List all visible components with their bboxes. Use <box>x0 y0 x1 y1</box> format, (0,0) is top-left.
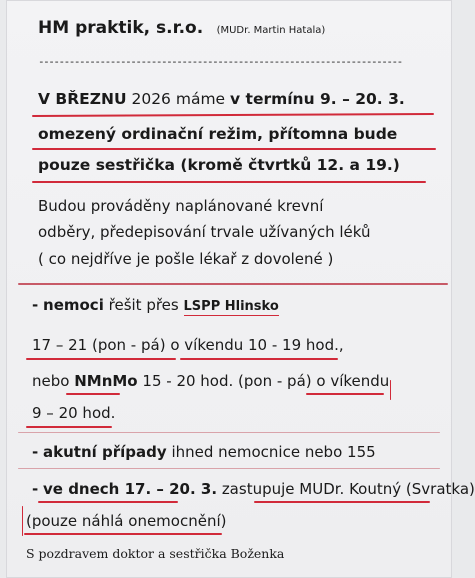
hours-nmnmo: 15 - 20 hod. (pon - pá) o <box>142 372 326 390</box>
underline-hours-1b <box>180 358 338 360</box>
divider-line <box>18 283 448 285</box>
substitute-doctor: MUDr. Koutný (Svratka) <box>299 480 475 498</box>
bracket-mark <box>390 380 391 400</box>
hours-weekday: 17 – 21 (pon - pá) o <box>32 336 180 354</box>
have-label: máme <box>175 90 226 108</box>
illness-dash: - <box>32 296 39 314</box>
underline-2 <box>32 148 436 150</box>
year-label: 2026 <box>131 90 171 108</box>
underline-note <box>24 533 222 535</box>
divider-light <box>18 432 440 433</box>
company-title: HM praktik, s.r.o. <box>38 18 204 38</box>
hours-weekend: víkendu 10 - 19 hod., <box>184 336 344 354</box>
nebo-label: nebo <box>32 372 70 390</box>
illness-label: nemoci <box>43 296 104 314</box>
header-separator: ----------------------------------------------------------------------- <box>38 55 402 68</box>
underline-hours-1a <box>26 358 176 360</box>
substitute-note: (pouze náhlá onemocnění) <box>26 512 227 530</box>
notice-line-1 <box>38 90 405 108</box>
notice-line-2: omezený ordinační režim, přítomna bude <box>38 125 398 143</box>
substitute-mid: zastupuje <box>221 480 295 498</box>
doctor-name: (MUDr. Martin Hatala) <box>216 25 326 36</box>
month-label: V BŘEZNU <box>38 90 127 108</box>
illness-line <box>32 296 279 314</box>
hours-weekend-2: víkendu <box>330 372 390 390</box>
company-name <box>38 18 325 38</box>
substitute-line <box>32 480 475 498</box>
nmnmo-label: NMnMo <box>74 372 138 390</box>
hours-line-1 <box>32 336 344 354</box>
notice-line-6: ( co nejdříve je pošle lékař z dovolené ) <box>38 250 334 268</box>
acute-line <box>32 443 376 461</box>
signature: S pozdravem doktor a sestřička Boženka <box>26 546 285 561</box>
illness-rest: řešit přes <box>108 296 179 314</box>
substitute-dash: - <box>32 480 39 498</box>
underline-doctor <box>254 501 430 503</box>
acute-dash: - <box>32 443 39 461</box>
divider-light-2 <box>18 468 440 469</box>
hours-line-3: 9 – 20 hod. <box>32 404 116 422</box>
underline-nmnmo <box>66 393 120 395</box>
acute-label: akutní případy <box>43 443 167 461</box>
lspp-label: LSPP Hlinsko <box>183 299 279 314</box>
notice-line-5: odběry, předepisování trvale užívaných léků <box>38 223 371 241</box>
term-label: v termínu 9. – 20. 3. <box>230 90 405 108</box>
underline-1 <box>32 113 434 117</box>
substitute-dates: ve dnech 17. – 20. 3. <box>43 480 218 498</box>
acute-rest: ihned nemocnice nebo 155 <box>171 443 376 461</box>
underline-hours-3 <box>26 426 112 428</box>
note-bracket <box>22 506 23 536</box>
notice-line-4: Budou prováděny naplánované krevní <box>38 197 324 215</box>
notice-sheet <box>6 0 475 578</box>
notice-line-3: pouze sestřička (kromě čtvrtků 12. a 19.) <box>38 156 400 174</box>
hours-line-2 <box>32 372 389 390</box>
underline-weekend <box>306 393 384 395</box>
underline-dates <box>38 501 178 503</box>
underline-3 <box>32 181 426 183</box>
